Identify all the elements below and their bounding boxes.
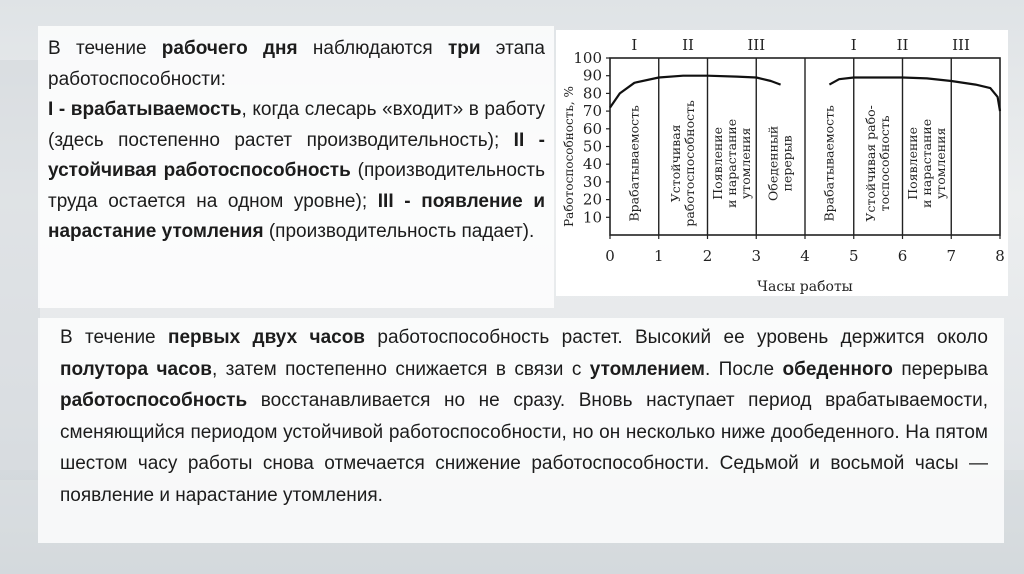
phase-label: II <box>896 36 909 54</box>
intro-paragraph: В течение рабочего дня наблюдаются три этапа работоспособности: I - врабатываемость, когда слесарь «входит» в работу (здесь постепенно растет производительность); II - устойчивая работоспособность (производительность труда остается на одном уровне); III - появление и нарастание утомления (производительность падает). <box>48 38 546 242</box>
x-tick-label: 5 <box>848 247 859 265</box>
work-capacity-chart <box>556 30 1008 296</box>
y-axis-label: Работоспособность, % <box>562 86 576 227</box>
x-tick-label: 8 <box>995 247 1005 265</box>
region-label: Устойчивая <box>668 124 684 203</box>
region-label: тоспособность <box>877 115 893 212</box>
x-tick-label: 1 <box>653 247 664 265</box>
y-tick-label: 90 <box>582 66 602 85</box>
y-tick-label: 80 <box>582 84 602 103</box>
region-label: утомления <box>737 127 753 200</box>
y-tick-label: 40 <box>582 155 602 174</box>
phase-label: III <box>952 36 970 54</box>
region-label: Врабатываемость <box>821 105 837 222</box>
x-tick-label: 3 <box>751 247 762 265</box>
x-tick-label: 2 <box>702 247 713 265</box>
chart-svg <box>556 30 1008 296</box>
region-label: работоспособность <box>682 100 698 227</box>
y-tick-label: 60 <box>582 119 602 138</box>
y-tick-label: 10 <box>582 208 602 227</box>
x-tick-label: 0 <box>605 247 615 265</box>
y-tick-label: 20 <box>582 190 602 209</box>
y-tick-label: 70 <box>582 102 602 121</box>
y-tick-label: 30 <box>582 172 602 191</box>
region-label: Врабатываемость <box>626 105 642 222</box>
x-tick-label: 4 <box>800 247 810 265</box>
performance-line-after-lunch <box>829 78 1000 112</box>
region-label: Появление <box>709 126 725 200</box>
background-shape <box>0 60 40 480</box>
x-tick-label: 7 <box>946 247 957 265</box>
region-label: утомления <box>932 127 948 200</box>
region-label: Появление <box>904 126 920 200</box>
explanation-paragraph: В течение первых двух часов работоспособность растет. Высокий ее уровень держится около полутора часов, затем постепенно снижается в связи с утомлением. После обеденного перерыва работоспособность восстанавливается но не сразу. Вновь наступает период врабатываемости, сменяющийся периодом устойчивой работоспособности, но он несколько ниже дообеденного. На пятом шестом часу работы снова отмечается снижение работоспособности. Седьмой и восьмой часы — появление и нарастание утомления. <box>60 327 989 506</box>
region-label: Обеденный <box>765 125 781 201</box>
region-label: Устойчивая рабо- <box>863 105 879 222</box>
y-tick-label: 50 <box>582 137 602 156</box>
region-label: перерыв <box>779 135 795 192</box>
region-label: и нарастание <box>918 118 934 208</box>
x-axis-label: Часы работы <box>757 279 853 295</box>
phase-label: II <box>682 36 694 54</box>
phase-label: I <box>850 36 857 54</box>
region-label: и нарастание <box>723 118 739 208</box>
x-tick-label: 6 <box>897 247 908 265</box>
y-tick-label: 100 <box>573 49 602 67</box>
phase-label: I <box>631 36 638 54</box>
phase-label: III <box>747 36 766 54</box>
